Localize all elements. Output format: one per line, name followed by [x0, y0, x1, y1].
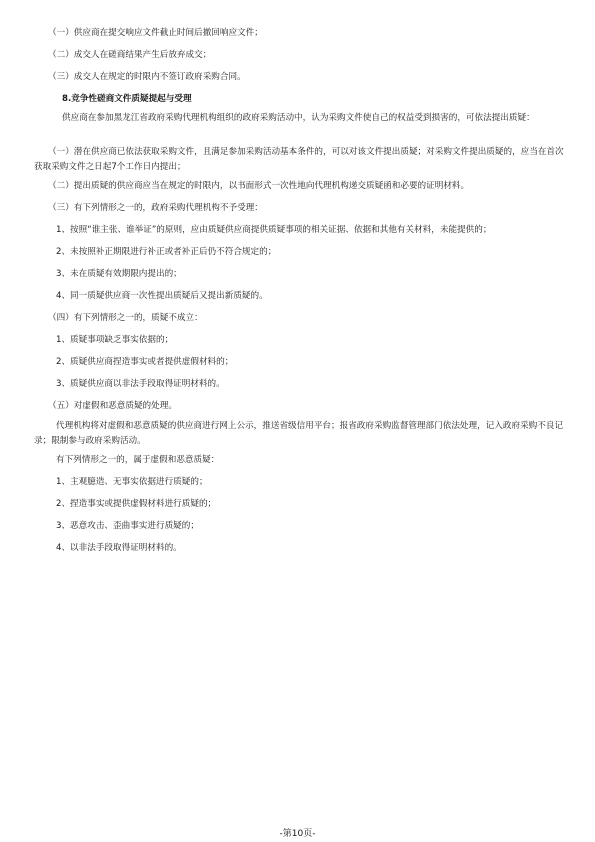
clause-5-item-4: 4、以非法手段取得证明材料的。 — [56, 543, 182, 553]
clause-1: （一）潜在供应商已依法获取采购文件，且满足参加采购活动基本条件的，可以对该文件提出质疑；对采购文件提出质疑的，应当在首次获取采购文件之日起7个工作日内提出； — [34, 147, 564, 172]
clause-3-item-1: 1、按照“谁主张、谁举证”的原则，应由质疑供应商提供质疑事项的相关证据、依据和其他有关材料，未能提供的； — [56, 225, 492, 235]
clause-5-paragraph: 代理机构将对虚假和恶意质疑的供应商进行网上公示，推送省级信用平台；报省政府采购监督管理部门依法处理，记入政府采购不良记录；限制参与政府采购活动。 — [34, 421, 564, 446]
clause-5-item-3: 3、恶意攻击、歪曲事实进行质疑的； — [56, 521, 199, 531]
clause-2: （二）提出质疑的供应商应当在规定的时限内，以书面形式一次性地向代理机构递交质疑函和必要的证明材料。 — [48, 181, 470, 191]
clause-4-item-2: 2、质疑供应商捏造事实或者提供虚假材料的； — [56, 357, 234, 367]
section-heading: 8.竞争性磋商文件质疑提起与受理 — [62, 94, 192, 104]
clause-3-item-4: 4、同一质疑供应商一次性提出质疑后又提出新质疑的。 — [56, 291, 268, 301]
clause-5-lead: 有下列情形之一的，属于虚假和恶意质疑： — [56, 455, 220, 465]
item-no-contract: （三）成交人在规定的时限内不签订政府采购合同。 — [48, 72, 246, 82]
clause-5-item-2: 2、捏造事实或提供虚假材料进行质疑的； — [56, 499, 217, 509]
item-abandon-deal: （二）成交人在磋商结果产生后放弃成交； — [48, 50, 212, 60]
clause-4-item-1: 1、质疑事项缺乏事实依据的； — [56, 335, 174, 345]
intro-paragraph: 供应商在参加黑龙江省政府采购代理机构组织的政府采购活动中，认为采购文件使自己的权益受到损害的，可依法提出质疑： — [62, 113, 535, 123]
clause-5: （五）对虚假和恶意质疑的处理。 — [48, 401, 177, 411]
clause-4: （四）有下列情形之一的，质疑不成立： — [48, 313, 203, 323]
clause-3-item-3: 3、未在质疑有效期限内提出的； — [56, 269, 182, 279]
clause-3: （三）有下列情形之一的，政府采购代理机构不予受理： — [48, 203, 263, 213]
item-withdraw-response: （一）供应商在提交响应文件截止时间后撤回响应文件； — [48, 28, 263, 38]
page-number: -第10页- — [279, 829, 316, 839]
clause-5-item-1: 1、主观臆造、无事实依据进行质疑的； — [56, 477, 208, 487]
clause-4-item-3: 3、质疑供应商以非法手段取得证明材料的。 — [56, 379, 225, 389]
clause-3-item-2: 2、未按照补正期限进行补正或者补正后仍不符合规定的； — [56, 247, 277, 257]
